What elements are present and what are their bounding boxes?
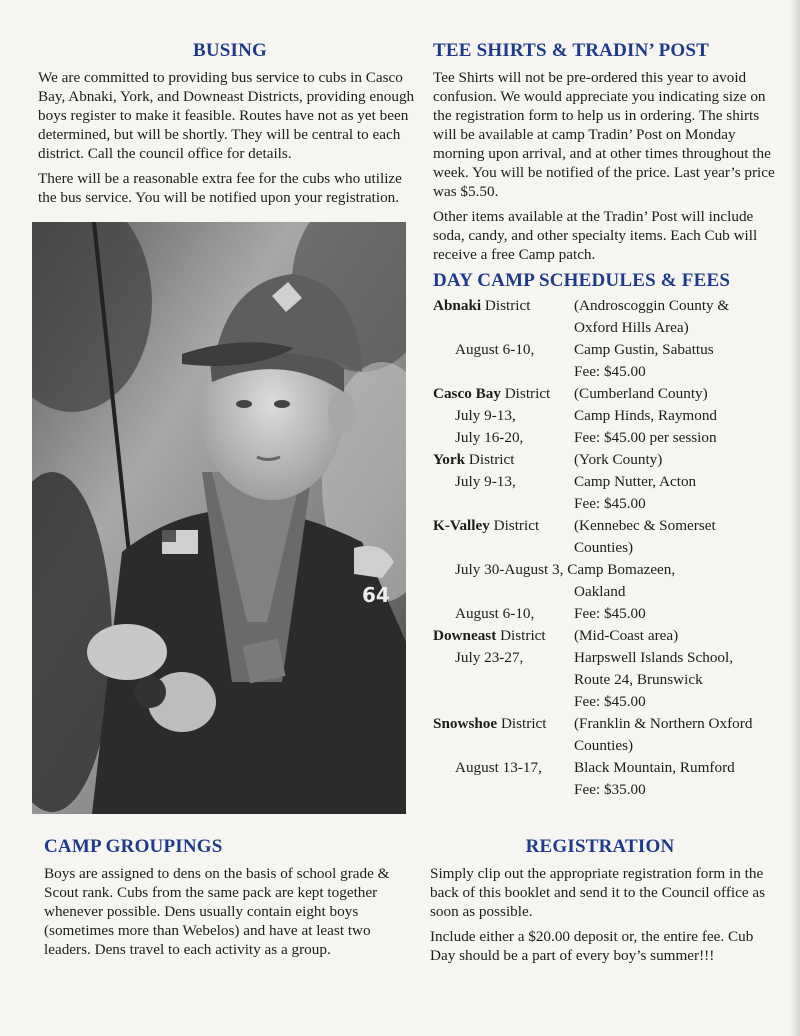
tee-shirts-paragraph-2: Other items available at the Tradin’ Post will include soda, candy, and other specialty items. Each Cub will receive a free Camp patch. <box>433 208 758 263</box>
schedule-row <box>433 780 778 802</box>
camp-location-continued: Route 24, Brunswick <box>574 671 703 688</box>
schedule-row <box>433 494 778 516</box>
district-name: Abnaki <box>433 297 482 314</box>
busing-paragraph-2: There will be a reasonable extra fee for the cubs who utilize the bus service. You will be notified upon your registration. <box>38 170 402 206</box>
camp-fee: Fee: $45.00 <box>574 363 646 380</box>
photo-illustration <box>32 222 406 814</box>
session-date: August 13-17, <box>455 759 542 776</box>
district-suffix: District <box>465 451 515 468</box>
schedule-heading: DAY CAMP SCHEDULES & FEES <box>433 270 731 291</box>
district-label <box>433 296 530 315</box>
district-name: Snowshoe <box>433 715 498 732</box>
schedule-row <box>433 296 778 318</box>
schedule-row <box>433 516 778 538</box>
district-area: (Mid-Coast area) <box>574 627 679 644</box>
schedule-row <box>433 472 778 494</box>
district-label <box>433 516 539 535</box>
camp-location: Camp Gustin, Sabattus <box>574 341 714 358</box>
schedule-row <box>433 582 778 604</box>
schedule-row <box>433 714 778 736</box>
camp-location: Camp Nutter, Acton <box>574 473 697 490</box>
schedule-row <box>433 560 778 582</box>
schedule-row <box>433 670 778 692</box>
page-edge <box>790 0 800 1036</box>
session-date: August 6-10, <box>455 605 535 622</box>
schedule-row <box>433 428 778 450</box>
district-suffix: District <box>497 715 547 732</box>
cub-scout-fishing-photo <box>32 222 406 814</box>
schedule-row <box>433 648 778 670</box>
camp-location: Black Mountain, Rumford <box>574 759 735 776</box>
registration-paragraph-2: Include either a $20.00 deposit or, the entire fee. Cub Day should be a part of every boy’s summer!!! <box>430 928 754 964</box>
schedule-row <box>433 318 778 340</box>
district-name: York <box>433 451 466 468</box>
right-column <box>433 40 778 802</box>
registration-paragraph-1: Simply clip out the appropriate registration form in the back of this booklet and send it to the Council office as soon as possible. <box>430 865 766 920</box>
registration-section <box>430 836 770 971</box>
schedule-row <box>433 626 778 648</box>
district-area: (Kennebec & Somerset <box>574 517 716 534</box>
busing-section <box>38 40 422 213</box>
district-area: (Androscoggin County & <box>574 297 730 314</box>
registration-heading: REGISTRATION <box>525 836 675 857</box>
schedule-row <box>433 450 778 472</box>
session-date: July 23-27, <box>455 649 524 666</box>
camp-fee: Fee: $45.00 <box>574 495 646 512</box>
schedule-row <box>433 758 778 780</box>
busing-heading: BUSING <box>192 40 268 61</box>
schedule-row <box>433 692 778 714</box>
tee-shirts-heading: TEE SHIRTS & TRADIN’ POST <box>433 40 710 61</box>
schedule-row <box>433 538 778 560</box>
schedule-row <box>433 384 778 406</box>
camp-groupings-paragraph: Boys are assigned to dens on the basis of school grade & Scout rank. Cubs from the same pack are kept together whenever possible. Dens usually contain eight boys (sometimes more than Webelos) and have at least two leaders. Dens travel to each activity as a group. <box>44 865 390 958</box>
district-area: (Cumberland County) <box>574 385 708 402</box>
camp-location: Camp Hinds, Raymond <box>574 407 718 424</box>
session-date-and-camp: July 30-August 3, Camp Bomazeen, <box>455 561 676 578</box>
district-name: Downeast <box>433 627 497 644</box>
session-date: August 6-10, <box>455 341 535 358</box>
district-label <box>433 384 550 403</box>
session-date: July 9-13, <box>455 473 516 490</box>
patch-number: 64 <box>362 583 390 607</box>
camp-fee: Fee: $45.00 <box>574 605 646 622</box>
district-area-continued: Counties) <box>574 737 634 754</box>
schedule-row <box>433 362 778 384</box>
district-name: K-Valley <box>433 517 490 534</box>
busing-paragraph-1: We are committed to providing bus service to cubs in Casco Bay, Abnaki, York, and Downeast Districts, providing enough boys register to make it feasible. Routes have not as yet been determined, but will be shortly. They will be central to each district. Call the council office for details. <box>38 69 415 162</box>
camp-groupings-section <box>44 836 414 965</box>
camp-fee: Fee: $35.00 <box>574 781 646 798</box>
district-label <box>433 626 546 645</box>
district-suffix: District <box>481 297 531 314</box>
district-area-continued: Counties) <box>574 539 634 556</box>
schedule-table <box>433 296 778 802</box>
session-date: July 9-13, <box>455 407 516 424</box>
session-date: July 16-20, <box>455 429 524 446</box>
schedule-row <box>433 406 778 428</box>
district-area: (York County) <box>574 451 663 468</box>
district-area: (Franklin & Northern Oxford <box>574 715 753 732</box>
schedule-row <box>433 340 778 362</box>
camp-groupings-heading: CAMP GROUPINGS <box>44 836 223 857</box>
district-suffix: District <box>496 627 546 644</box>
district-label <box>433 450 514 469</box>
camp-location-continued: Oakland <box>574 583 626 600</box>
district-name: Casco Bay <box>433 385 501 402</box>
district-label <box>433 714 547 733</box>
tee-shirts-paragraph-1: Tee Shirts will not be pre-ordered this year to avoid confusion. We would appreciate you indicating size on the registration form to help us in ordering. The shirts will be available at camp Tradin’ Post on Monday morning upon arrival, and at other times throughout the week. You will be notified of the price. Last year’s price was $5.50. <box>433 69 775 200</box>
schedule-row <box>433 604 778 626</box>
camp-fee: Fee: $45.00 <box>574 693 646 710</box>
district-suffix: District <box>489 517 540 534</box>
camp-location: Harpswell Islands School, <box>574 649 734 666</box>
district-area-continued: Oxford Hills Area) <box>574 319 689 336</box>
camp-fee: Fee: $45.00 per session <box>574 429 717 446</box>
schedule-row <box>433 736 778 758</box>
district-suffix: District <box>500 385 551 402</box>
